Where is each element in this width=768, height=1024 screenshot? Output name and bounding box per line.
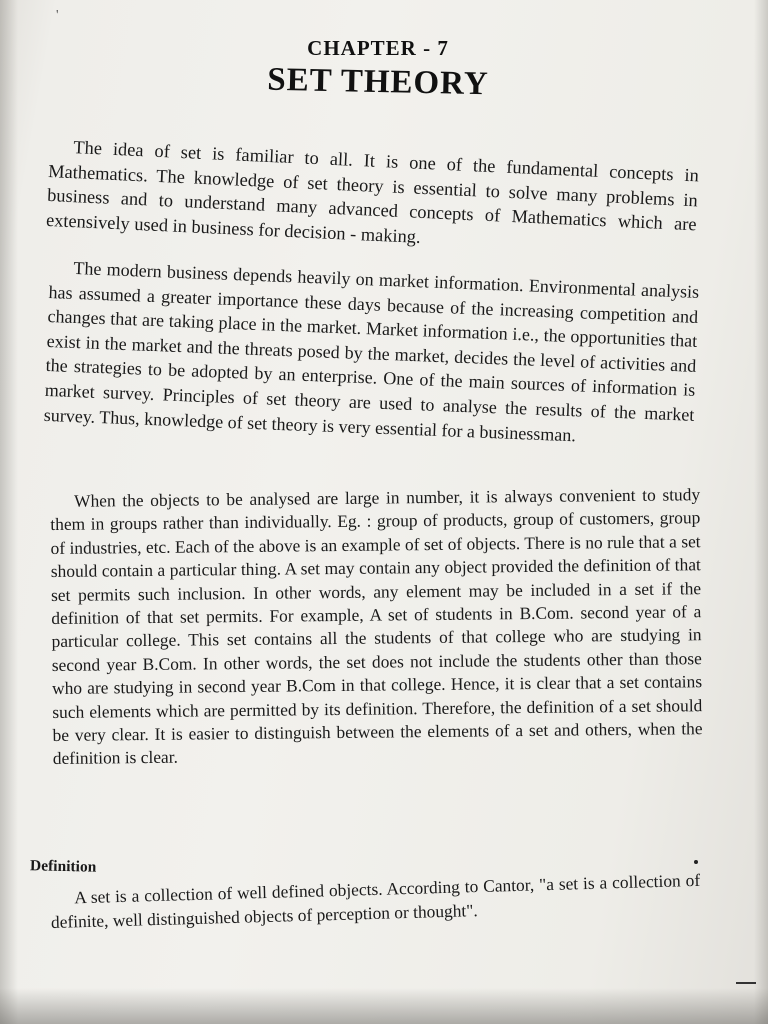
paragraph-set-objects [50, 483, 703, 771]
paragraph-definition-text: A set is a collection of well defined objects. According to Cantor, "a set is a collection of definite, well distinguished objects of perception or thought". [50, 869, 701, 932]
paragraph-intro [46, 134, 700, 262]
page-binding-shadow [0, 0, 18, 1024]
pencil-tick-mark: ' [56, 8, 59, 23]
page-corner-mark [736, 982, 756, 984]
definition-heading: Definition [29, 857, 97, 876]
page-bottom-shadow [0, 988, 768, 1024]
chapter-title: SET THEORY [267, 61, 490, 103]
paragraph-market-information-text: The modern business depends heavily on market information. Environmental analysis has assumed a greater importance these days because of the increasing competition and changes that are taking place in the market. Market information i.e., the opportunities that exist in the market and the threats posed by the market, decides the level of activities and the strategies to be adopted by an enterprise. One of the main sources of information is market survey. Principles of set theory are used to analyse the results of the market survey. Thus, knowledge of set theory is very essential for a businessman. [43, 257, 700, 445]
paragraph-market-information [43, 255, 699, 452]
paragraph-intro-text: The idea of set is familiar to all. It is one of the fundamental concepts in Mathematics. The knowledge of set theory is essential to solve many problems in business and to understand many advanced concepts of Mathematics which are extensively used in business for decision - making. [45, 137, 700, 247]
page-right-edge [754, 0, 768, 1024]
paragraph-set-objects-text: When the objects to be analysed are large in number, it is always convenient to study them in groups rather than individually. Eg. : group of products, group of customers, group of industries, etc. Each of the above is an example of set of objects. There is no rule that a set should contain a particular thing. A set may contain any object provided the definition of that set permits such inclusion. In other words, any element may be included in a set if the definition of that set permits. For example, A set of students in B.Com. second year of a particular college. This set contains all the students of that college who are studying in second year B.Com. In other words, the set does not include the students other than those who are studying in second year B.Com in that college. Hence, it is clear that a set contains such elements which are permitted by its definition. Therefore, the definition of a set should be very clear. It is easier to distinguish between the elements of a set and others, when the definition is clear. [50, 484, 703, 769]
chapter-label: CHAPTER - 7 [307, 36, 449, 60]
paragraph-definition [50, 868, 701, 934]
stray-dot [694, 860, 698, 864]
